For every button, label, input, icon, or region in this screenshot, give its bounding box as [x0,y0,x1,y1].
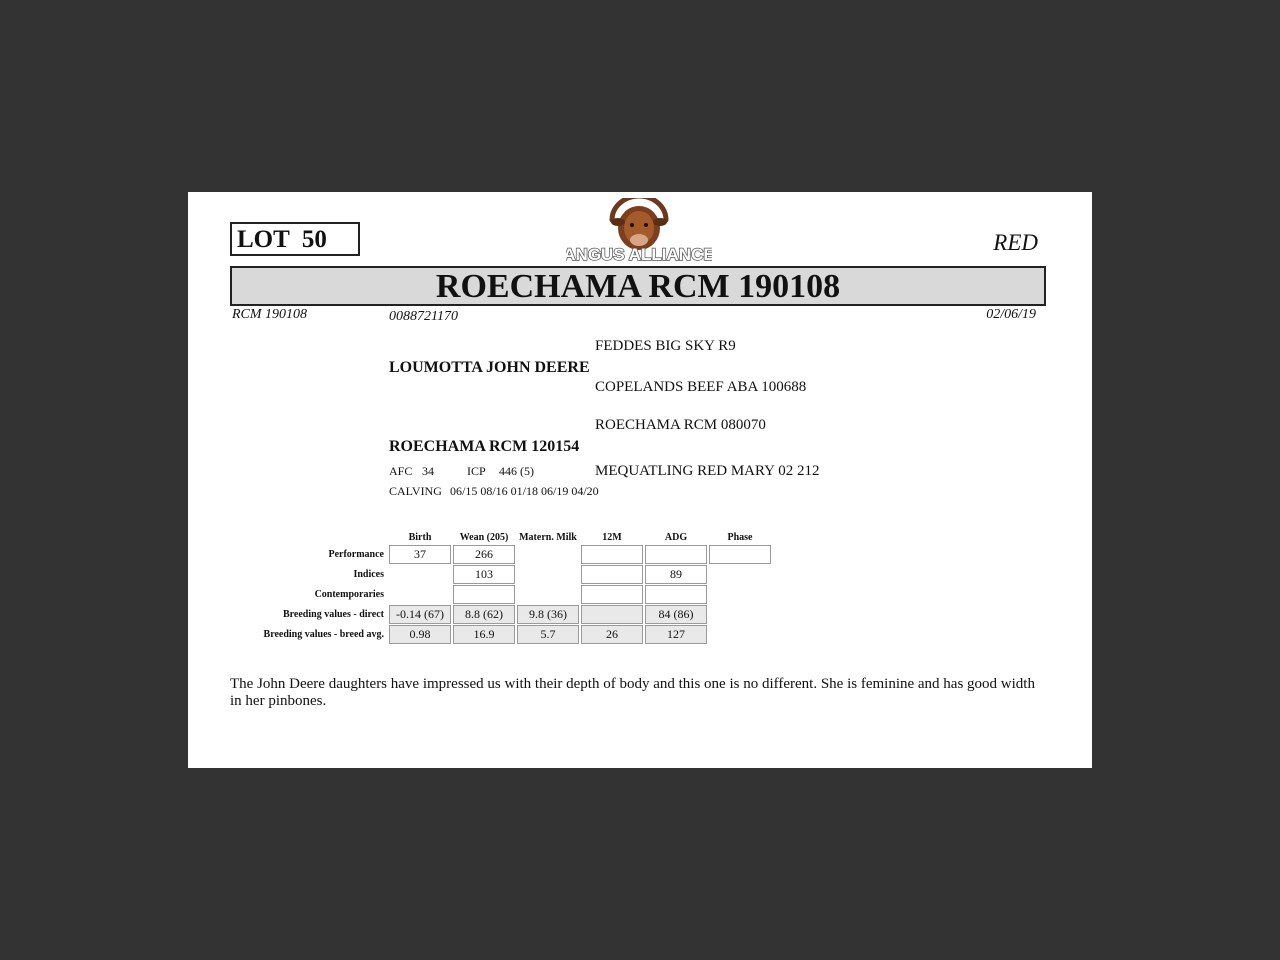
contemporaries-12m [581,585,643,604]
indices-birth [389,565,451,584]
identifier-number: 0088721170 [389,309,458,324]
contemporaries-adg [645,585,707,604]
header-birth: Birth [408,531,432,543]
color-label: RED [993,230,1038,255]
header-wean: Wean (205) [459,531,509,543]
performance-phase [709,545,771,564]
contemporaries-wean [453,585,515,604]
dam-sire: ROECHAMA RCM 080070 [595,417,766,433]
header-12m: 12M [602,531,622,543]
header-phase: Phase [727,531,753,543]
bv-avg-milk: 5.7 [517,625,579,644]
indices-phase [709,565,771,584]
row-label-contemporaries: Contemporaries [314,589,384,600]
afc-label: AFC [389,464,413,478]
performance-wean: 266 [453,545,515,564]
performance-adg [645,545,707,564]
contemporaries-milk [517,585,579,604]
row-label-bv-direct: Breeding values - direct [282,609,384,620]
performance-milk [517,545,579,564]
animal-name-title: ROECHAMA RCM 190108 [230,266,1046,306]
angus-alliance-logo [566,198,712,264]
calving-label: CALVING [389,484,442,498]
indices-milk [517,565,579,584]
lot-comments: The John Deere daughters have impressed us with their depth of body and this one is no different. She is feminine and has good width in her pinbones. [230,676,1035,709]
sire-sire: FEDDES BIG SKY R9 [595,338,736,354]
bv-direct-birth: -0.14 (67) [389,605,451,624]
header-adg: ADG [664,531,688,543]
icp-value: 446 (5) [499,464,534,478]
registration-number: RCM 190108 [232,307,308,322]
indices-12m [581,565,643,584]
catalogue-page [188,192,1092,768]
row-label-bv-avg: Breeding values - breed avg. [263,629,384,640]
row-label-indices: Indices [353,569,384,580]
performance-table [248,529,773,645]
bv-avg-adg: 127 [645,625,707,644]
dam-dam: MEQUATLING RED MARY 02 212 [595,463,820,479]
bv-direct-12m [581,605,643,624]
bv-avg-birth: 0.98 [389,625,451,644]
contemporaries-birth [389,585,451,604]
indices-wean: 103 [453,565,515,584]
icp-label: ICP [467,464,486,478]
row-label-performance: Performance [328,549,384,560]
breeding-values-avg-row [250,625,771,644]
bv-direct-wean: 8.8 (62) [453,605,515,624]
sire-dam: COPELANDS BEEF ABA 100688 [595,379,807,395]
date-of-birth: 02/06/19 [986,307,1036,322]
bv-direct-milk: 9.8 (36) [517,605,579,624]
performance-header-row [250,530,771,544]
header-maternal-milk: Matern. Milk [519,531,577,543]
indices-adg: 89 [645,565,707,584]
logo-text: ANGUS ALLIANCE [566,245,712,264]
bv-avg-12m: 26 [581,625,643,644]
breeding-values-direct-row [250,605,771,624]
afc-value: 34 [422,464,434,478]
indices-row [250,565,771,584]
calving-dates: 06/15 08/16 01/18 06/19 04/20 [450,484,599,498]
bv-avg-wean: 16.9 [453,625,515,644]
bv-direct-phase [709,605,771,624]
bv-avg-phase [709,625,771,644]
dam: ROECHAMA RCM 120154 [389,438,580,455]
performance-12m [581,545,643,564]
contemporaries-phase [709,585,771,604]
performance-birth: 37 [389,545,451,564]
lot-number: LOT 50 [230,222,360,256]
performance-row [250,545,771,564]
contemporaries-row [250,585,771,604]
sire: LOUMOTTA JOHN DEERE [389,359,590,376]
bv-direct-adg: 84 (86) [645,605,707,624]
